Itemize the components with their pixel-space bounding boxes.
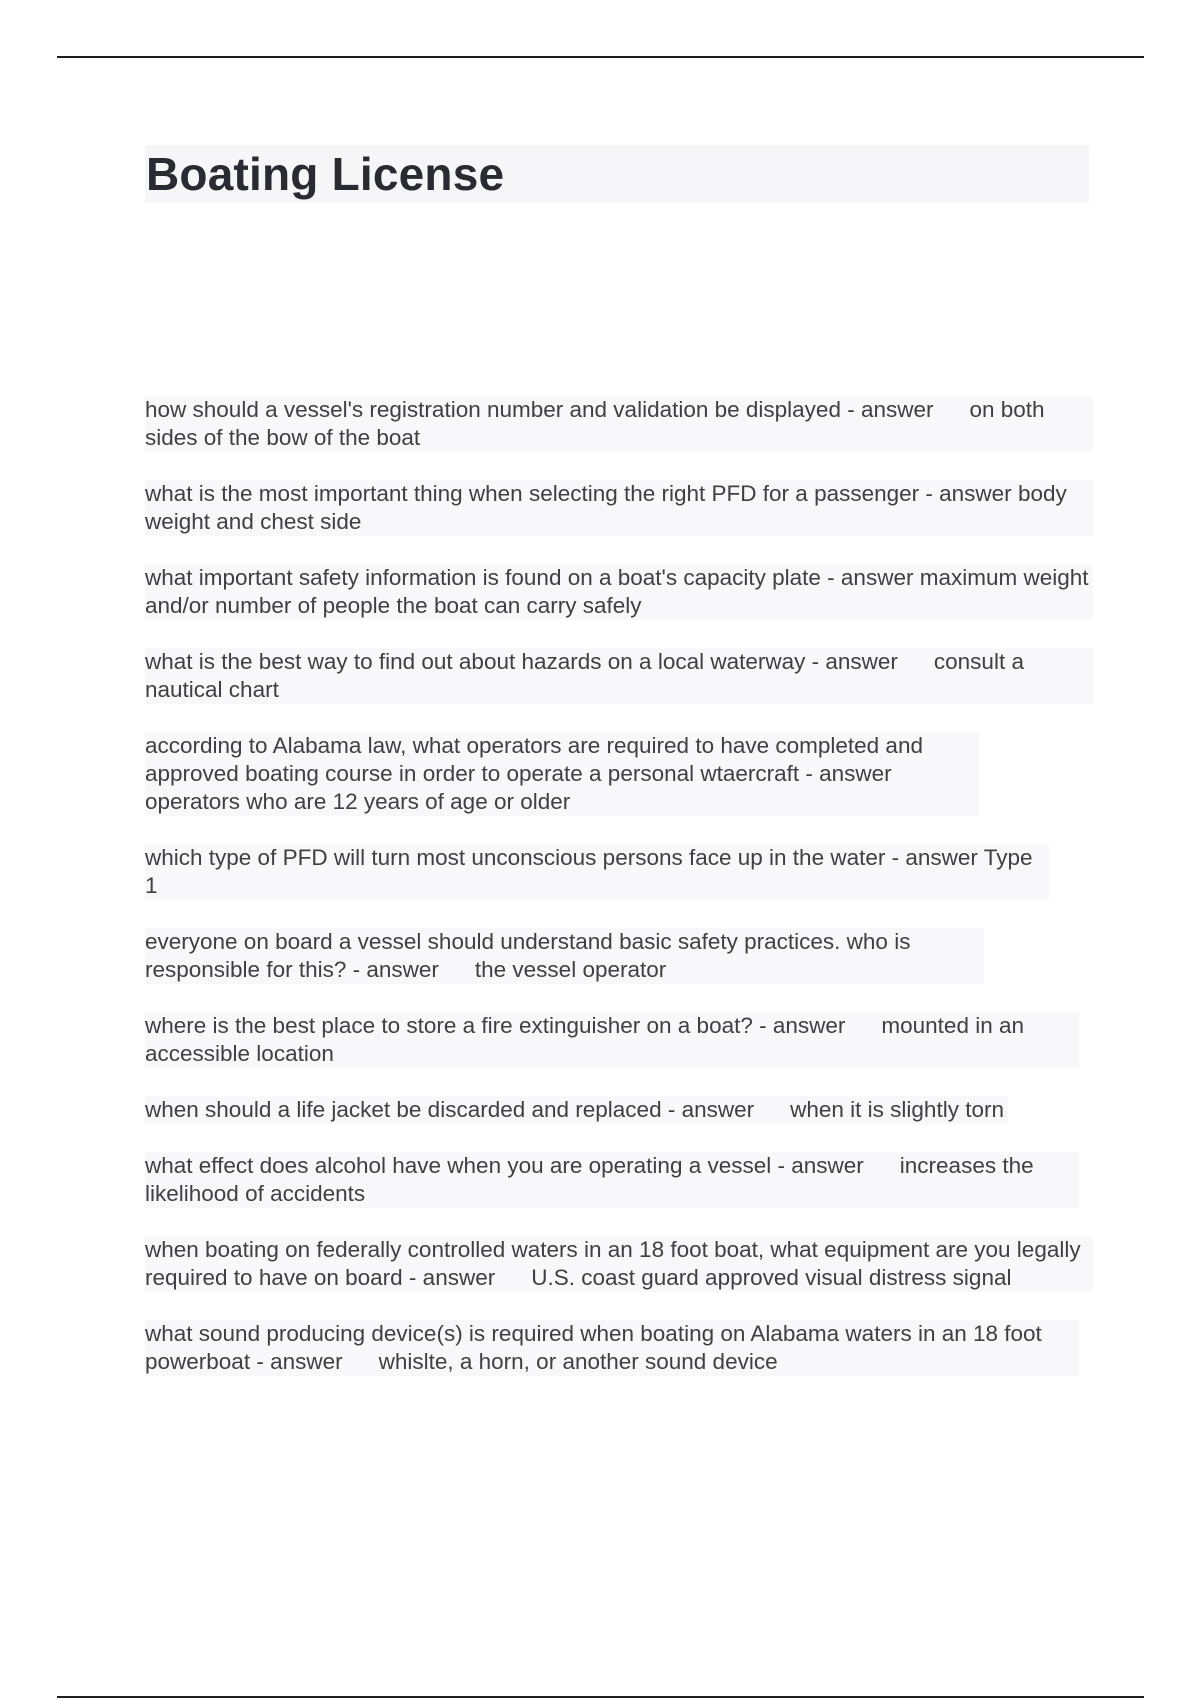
question-text: what important safety information is found on a boat's capacity plate - answer (145, 565, 914, 590)
qa-item (145, 1012, 1079, 1068)
answer-text: the vessel operator (474, 957, 667, 982)
qa-item (145, 396, 1093, 452)
page-title: Boating License (146, 148, 505, 200)
qa-item (145, 1152, 1079, 1208)
answer-text: mounted in an accessible location (145, 1013, 1024, 1066)
qa-item (145, 648, 1093, 704)
question-text: what is the best way to find out about hazards on a local waterway - answer (145, 649, 898, 674)
question-text: when boating on federally controlled waters in an 18 foot boat, what equipment are you legally required to have on board - answer (145, 1237, 1081, 1290)
qa-item (145, 1236, 1093, 1292)
answer-text: on both sides of the bow of the boat (145, 397, 1045, 450)
answer-text: U.S. coast guard approved visual distress signal (531, 1265, 1012, 1290)
top-rule (57, 56, 1144, 58)
qa-item (145, 844, 1049, 900)
answer-text: increases the likelihood of accidents (145, 1153, 1034, 1206)
question-text: according to Alabama law, what operators are required to have completed and approved boating course in order to operate a personal wtaercraft - answer (145, 733, 923, 786)
question-text: what sound producing device(s) is required when boating on Alabama waters in an 18 foot powerboat - answer (145, 1321, 1042, 1374)
qa-item (145, 564, 1093, 620)
question-text: which type of PFD will turn most unconscious persons face up in the water - answer (145, 845, 978, 870)
answer-text: maximum weight and/or number of people the boat can carry safely (145, 565, 1089, 618)
answer-text: consult a nautical chart (145, 649, 1024, 702)
question-text: what effect does alcohol have when you are operating a vessel - answer (145, 1153, 864, 1178)
answer-text: when it is slightly torn (790, 1097, 1004, 1122)
answer-text: Type 1 (145, 845, 1033, 898)
question-text: everyone on board a vessel should understand basic safety practices. who is responsible for this? - answer (145, 929, 911, 982)
question-text: what is the most important thing when selecting the right PFD for a passenger - answer (145, 481, 1012, 506)
qa-item (145, 732, 979, 816)
qa-item (145, 928, 984, 984)
question-text: where is the best place to store a fire extinguisher on a boat? - answer (145, 1013, 846, 1038)
qa-item (145, 1096, 1008, 1124)
qa-list (145, 396, 1095, 1404)
bottom-rule (57, 1696, 1144, 1698)
question-text: when should a life jacket be discarded and replaced - answer (145, 1097, 755, 1122)
answer-text: whislte, a horn, or another sound device (378, 1349, 778, 1374)
qa-item (145, 480, 1093, 536)
answer-text: body weight and chest side (145, 481, 1067, 534)
question-text: how should a vessel's registration number and validation be displayed - answer (145, 397, 934, 422)
answer-text: operators who are 12 years of age or older (145, 789, 571, 814)
qa-item (145, 1320, 1079, 1376)
